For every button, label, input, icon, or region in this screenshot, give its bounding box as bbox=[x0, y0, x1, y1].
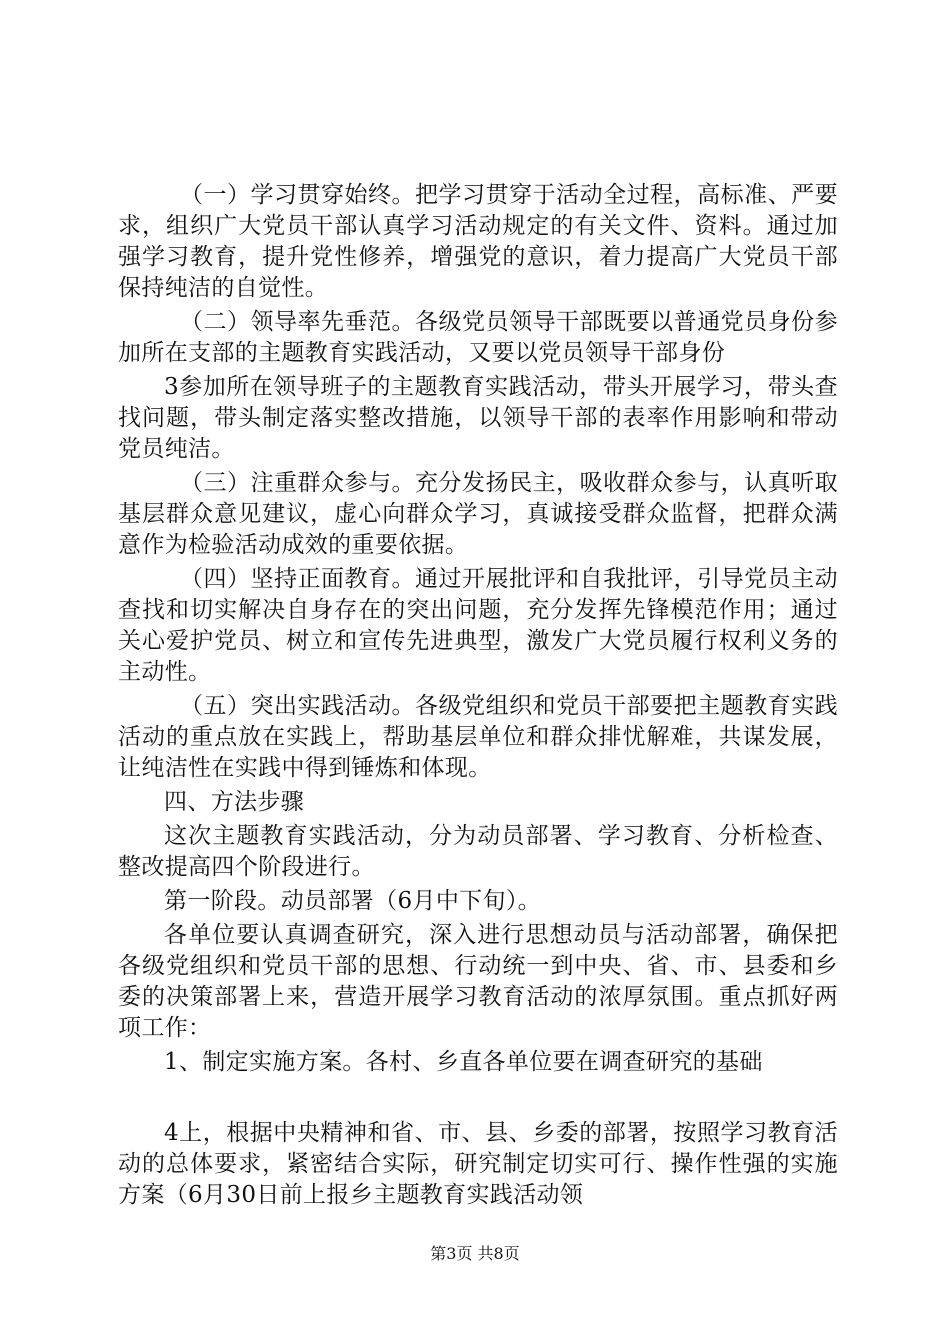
paragraph-positive-education: （四）坚持正面教育。通过开展批评和自我批评，引导党员主动查找和切实解决自身存在的突出问题，充分发挥先锋模范作用；通过关心爱护党员、树立和宣传先进典型，激发广大党员履行权利义务的主动性。 bbox=[118, 566, 838, 685]
paragraph-stage-one: 第一阶段。动员部署（6月中下旬）。 bbox=[164, 888, 542, 914]
paragraph-plan: 1、制定实施方案。各村、乡直各单位要在调查研究的基础 bbox=[164, 1049, 763, 1075]
document-body bbox=[118, 180, 838, 1214]
paragraph-study: （一）学习贯穿始终。把学习贯穿于活动全过程，高标准、严要求，组织广大党员干部认真学习活动规定的有关文件、资料。通过加强学习教育，提升党性修养，增强党的意识，着力提高广大党员干部保持纯洁的自觉性。 bbox=[118, 182, 838, 301]
paragraph-plan-continued: 4上，根据中央精神和省、市、县、乡委的部署，按照学习教育活动的总体要求，紧密结合实际，研究制定切实可行、操作性强的实施方案（6月30日前上报乡主题教育实践活动领 bbox=[118, 1120, 838, 1208]
section-heading-methods: 四、方法步骤 bbox=[164, 789, 305, 815]
paragraph-leadership-continued: 3参加所在领导班子的主题教育实践活动，带头开展学习，带头查找问题，带头制定落实整改措施，以领导干部的表率作用影响和带动党员纯洁。 bbox=[118, 374, 838, 462]
paragraph-stages: 这次主题教育实践活动，分为动员部署、学习教育、分析检查、整改提高四个阶段进行。 bbox=[118, 823, 838, 880]
paragraph-masses: （三）注重群众参与。充分发扬民主，吸收群众参与，认真听取基层群众意见建议，虚心向群众学习，真诚接受群众监督，把群众满意作为检验活动成效的重要依据。 bbox=[118, 470, 838, 558]
paragraph-mobilization: 各单位要认真调查研究，深入进行思想动员与活动部署，确保把各级党组织和党员干部的思想、行动统一到中央、省、市、县委和乡委的决策部署上来，营造开展学习教育活动的浓厚氛围。重点抓好两项工作： bbox=[118, 922, 838, 1041]
page-footer: 第3页 共8页 bbox=[430, 1244, 520, 1263]
paragraph-practice: （五）突出实践活动。各级党组织和党员干部要把主题教育实践活动的重点放在实践上，帮助基层单位和群众排忧解难，共谋发展，让纯洁性在实践中得到锤炼和体现。 bbox=[118, 693, 838, 781]
paragraph-leadership: （二）领导率先垂范。各级党员领导干部既要以普通党员身份参加所在支部的主题教育实践活动，又要以党员领导干部身份 bbox=[118, 309, 838, 366]
